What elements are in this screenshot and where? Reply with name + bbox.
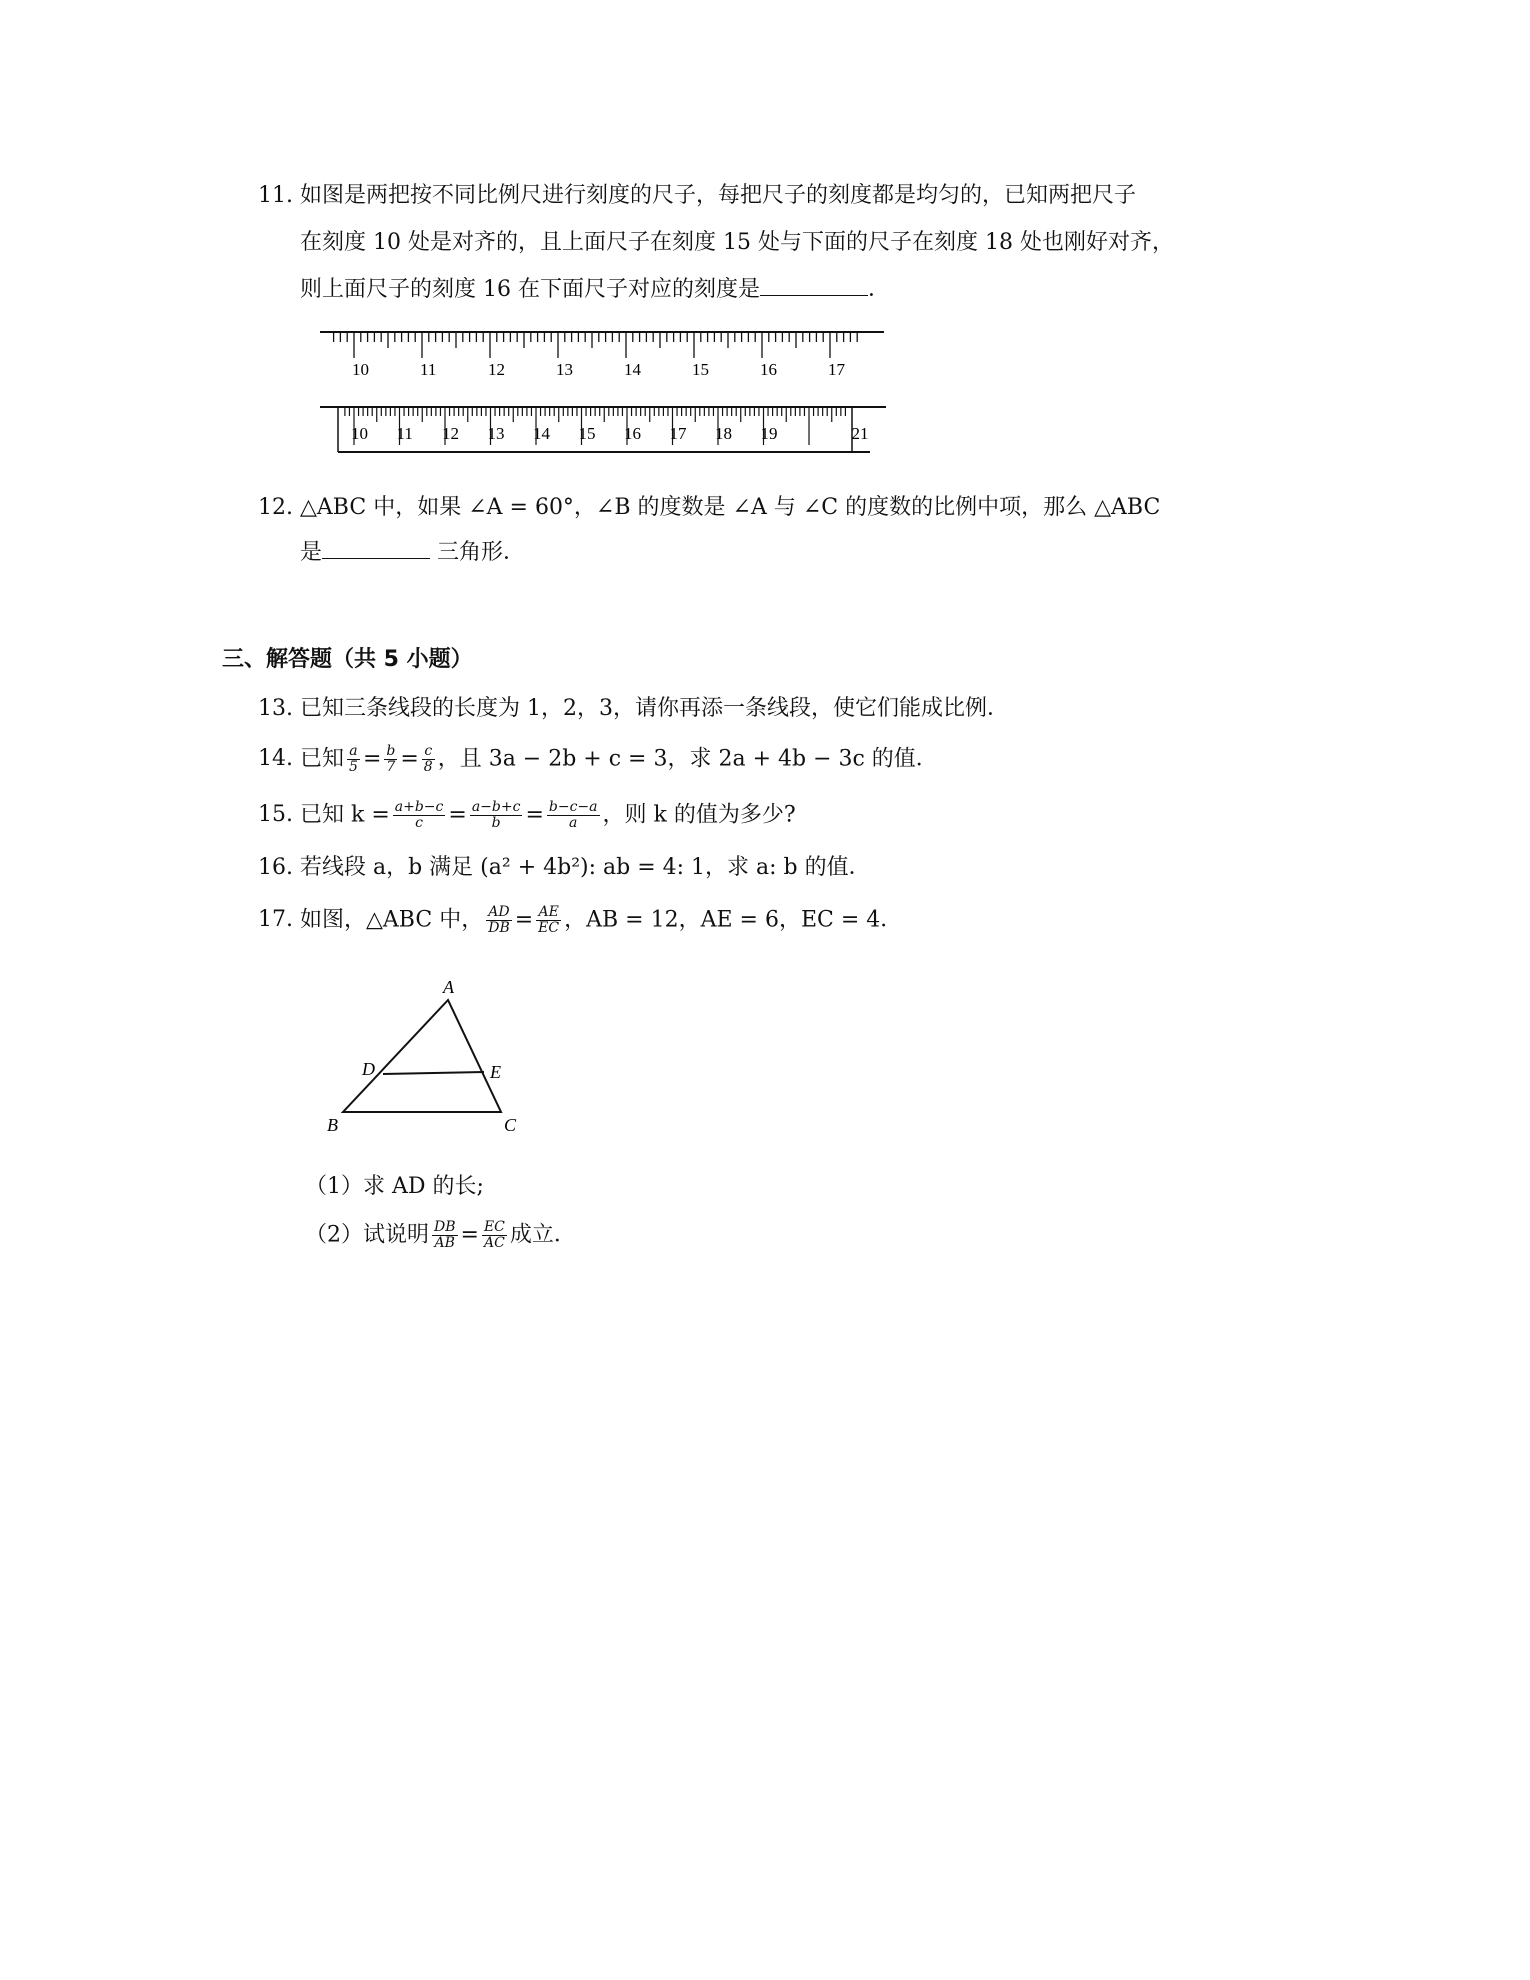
ruler-tick-label: 19 [760, 424, 778, 443]
label-d: D [362, 1059, 375, 1079]
ruler-tick-label: 14 [624, 360, 641, 379]
q12-line2 [300, 536, 525, 568]
segment-de [383, 1072, 484, 1074]
ruler-tick-label: 15 [578, 424, 596, 443]
ruler-tick-label: 15 [692, 360, 709, 379]
label-b: B [327, 1115, 338, 1135]
q14-post: ，且 3a − 2b + c = 3，求 2a + 4b − 3c 的值． [437, 746, 938, 772]
q16-text: 若线段 a，b 满足 (a² + 4b²): ab = 4: 1，求 a: b 的值． [300, 855, 871, 880]
q15-pre: 已知 k = [300, 802, 390, 828]
rulers-figure [318, 322, 888, 457]
q15-number: 15. [258, 802, 293, 827]
q17-sub2-post: 成立． [509, 1222, 576, 1248]
ruler-tick-label: 17 [828, 360, 845, 379]
label-c: C [504, 1115, 517, 1135]
label-a: A [443, 977, 454, 997]
q11-line3-text: 则上面尺子的刻度 16 在下面尺子对应的刻度是 [300, 277, 760, 302]
top-ruler [320, 332, 886, 407]
fraction: $\frac{EC}{AC}$ [483, 1219, 505, 1251]
fraction: $\frac{b}{7}$ [386, 743, 396, 775]
ruler-tick-label: 13 [556, 360, 573, 379]
q17-sub1: （1）求 AD 的长; [305, 1174, 484, 1199]
q11-line3 [300, 273, 890, 305]
q17-text: 如图，△ABC 中， $\frac{AD}{DB}$ = $\frac{AE}{EC}$ ，AB = 12，AE = 6，EC = 4． [300, 904, 903, 936]
q17-sub2-pre: （2）试说明 [305, 1222, 429, 1248]
triangle-abc [343, 1000, 501, 1112]
q13-number: 13. [258, 696, 293, 721]
q13-text: 已知三条线段的长度为 1，2，3，请你再添一条线段，使它们能成比例． [300, 696, 1009, 721]
q17-number: 17. [258, 907, 293, 932]
ruler-tick-label: 11 [396, 424, 413, 443]
triangle-figure [318, 975, 538, 1145]
fraction: $\frac{a+b-c}{c}$ [394, 799, 444, 831]
answer-blank [760, 273, 868, 296]
q15-post: ，则 k 的值为多少? [602, 802, 796, 828]
label-e: E [490, 1062, 501, 1082]
fraction: $\frac{c}{8}$ [423, 743, 433, 775]
ruler-tick-label: 18 [715, 424, 732, 443]
q11-number: 11. [258, 183, 293, 208]
q17-pre: 如图，△ABC 中， [300, 907, 484, 933]
ruler-tick-label: 10 [351, 424, 368, 443]
ruler-tick-label: 14 [533, 424, 550, 443]
q14-text: 已知 $\frac{a}{5}$ = $\frac{b}{7}$ = $\frac{c}{8}$ ，且 3a − 2b + c = 3，求 2a + 4b − 3c 的值． [300, 743, 938, 775]
q12-line2-end: 三角形． [430, 540, 526, 565]
fraction: $\frac{a-b+c}{b}$ [471, 799, 521, 831]
q16-number: 16. [258, 855, 293, 880]
q17-post: ，AB = 12，AE = 6，EC = 4． [564, 907, 903, 933]
q11-line1: 如图是两把按不同比例尺进行刻度的尺子，每把尺子的刻度都是均匀的，已知两把尺子 [300, 183, 1137, 208]
ruler-tick-label: 21 [851, 424, 869, 443]
q11-line2: 在刻度 10 处是对齐的，且上面尺子在刻度 15 处与下面的尺子在刻度 18 处也刚好对齐， [300, 230, 1174, 255]
fraction: $\frac{AD}{DB}$ [488, 904, 510, 936]
q14-number: 14. [258, 746, 293, 771]
q14-pre: 已知 [300, 746, 345, 772]
q15-text: 已知 k = $\frac{a+b-c}{c}$ = $\frac{a-b+c}{b}$ = $\frac{b-c-a}{a}$ ，则 k 的值为多少? [300, 799, 796, 831]
fraction: $\frac{DB}{AB}$ [434, 1219, 456, 1251]
ruler-tick-label: 12 [488, 360, 505, 379]
bottom-ruler [338, 407, 870, 452]
ruler-tick-label: 17 [669, 424, 687, 443]
ruler-tick-label: 10 [352, 360, 369, 379]
fraction: $\frac{b-c-a}{a}$ [548, 799, 598, 831]
fraction: $\frac{AE}{EC}$ [538, 904, 560, 936]
q12-number: 12. [258, 495, 293, 520]
answer-blank [322, 536, 430, 559]
section-title: 三、解答题（共 5 小题） [222, 647, 473, 672]
q17-sub2: （2）试说明 $\frac{DB}{AB}$ = $\frac{EC}{AC}$ 成立． [305, 1219, 576, 1251]
q12-line1: △ABC 中，如果 ∠A = 60°，∠B 的度数是 ∠A 与 ∠C 的度数的比例中项，那么 △ABC [300, 495, 1161, 520]
ruler-tick-label: 16 [760, 360, 777, 379]
ruler-tick-label: 13 [487, 424, 505, 443]
ruler-tick-label: 11 [420, 360, 437, 379]
ruler-tick-label: 16 [624, 424, 641, 443]
fraction: $\frac{a}{5}$ [349, 743, 358, 775]
q12-line2-text: 是 [300, 540, 323, 565]
q11-line3-end: ． [867, 277, 890, 302]
ruler-tick-label: 12 [442, 424, 459, 443]
